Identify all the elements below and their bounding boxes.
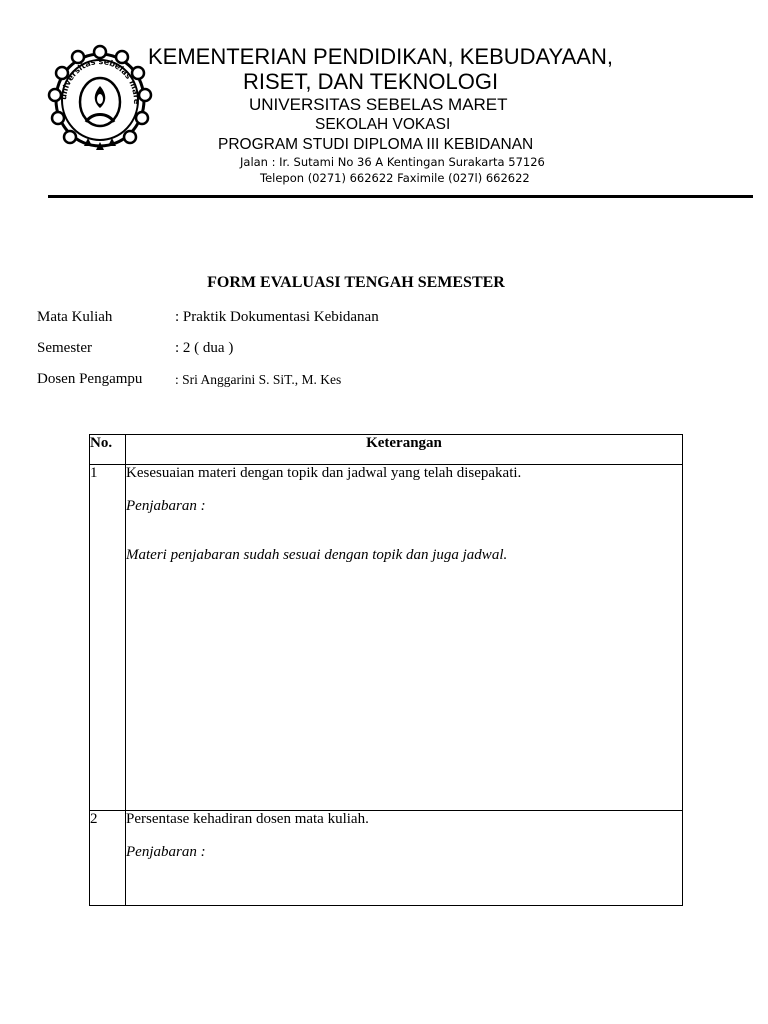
row-number: 1	[90, 465, 126, 811]
program-name: PROGRAM STUDI DIPLOMA III KEBIDANAN	[218, 136, 534, 153]
ministry-title-line1: KEMENTERIAN PENDIDIKAN, KEBUDAYAAN,	[148, 44, 613, 69]
address-line: Jalan : Ir. Sutami No 36 A Kentingan Surakarta 57126	[240, 155, 545, 169]
form-title: FORM EVALUASI TENGAH SEMESTER	[207, 274, 505, 291]
phone-line: Telepon (0271) 662622 Faximile (027l) 662622	[260, 171, 530, 185]
table-row	[90, 465, 683, 811]
svg-text:universitas sebelas maret: universitas sebelas mare	[58, 56, 142, 105]
row-number: 2	[90, 811, 126, 906]
column-header-keterangan: Keterangan	[126, 435, 683, 465]
penjabaran-label: Penjabaran :	[126, 844, 206, 860]
criterion-text: Kesesuaian materi dengan topik dan jadwal yang telah disepakati.	[126, 465, 522, 481]
table-row	[90, 811, 683, 906]
table-header-row	[90, 435, 683, 465]
row-content	[126, 465, 683, 811]
field-value-dosen: : Sri Anggarini S. SiT., M. Kes	[175, 372, 342, 387]
field-label-mata-kuliah: Mata Kuliah	[37, 309, 113, 325]
column-header-no: No.	[90, 435, 126, 465]
field-label-dosen: Dosen Pengampu	[37, 371, 143, 387]
penjabaran-answer: Materi penjabaran sudah sesuai dengan topik dan juga jadwal.	[126, 547, 508, 563]
row-content	[126, 811, 683, 906]
criterion-text: Persentase kehadiran dosen mata kuliah.	[126, 811, 369, 827]
header-divider	[48, 195, 753, 198]
ministry-title-line2: RISET, DAN TEKNOLOGI	[243, 69, 499, 94]
field-value-mata-kuliah: : Praktik Dokumentasi Kebidanan	[175, 309, 379, 325]
field-label-semester: Semester	[37, 340, 92, 356]
field-value-semester: : 2 ( dua )	[175, 340, 234, 356]
school-name: SEKOLAH VOKASI	[315, 116, 451, 133]
penjabaran-label: Penjabaran :	[126, 498, 206, 514]
university-name: UNIVERSITAS SEBELAS MARET	[249, 95, 508, 114]
university-logo	[44, 42, 156, 160]
evaluation-table	[89, 434, 683, 906]
